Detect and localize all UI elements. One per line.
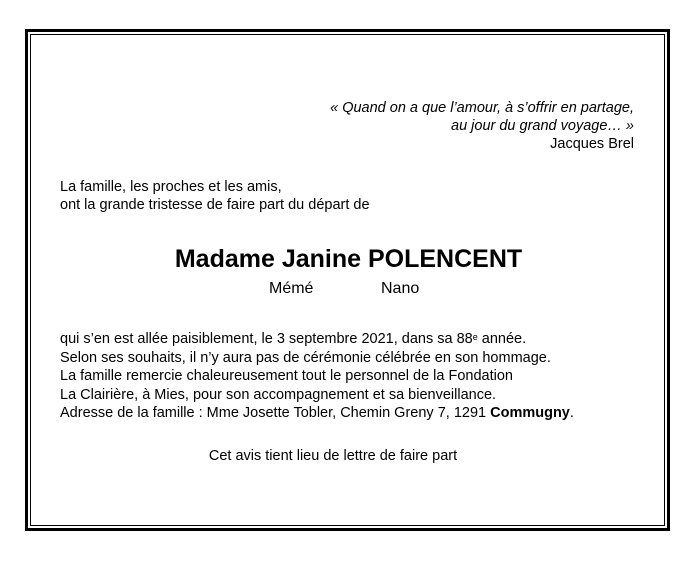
intro-line-1: La famille, les proches et les amis, xyxy=(60,179,282,195)
intro-line-2: ont la grande tristesse de faire part du départ de xyxy=(60,197,370,213)
footer-notice: Cet avis tient lieu de lettre de faire part xyxy=(208,448,458,464)
quote-line-1: « Quand on a que l’amour, à s’offrir en partage, xyxy=(330,100,634,116)
body-line-1-text: qui s’en est allée paisiblement, le 3 septembre 2021, dans sa 88 xyxy=(60,331,473,347)
body-line-1-end: année. xyxy=(477,331,527,347)
announcement-intro xyxy=(60,178,370,214)
body-line-1 xyxy=(60,330,574,349)
quote-author: Jacques Brel xyxy=(550,136,634,152)
obituary-body xyxy=(60,330,574,423)
body-line-3: La famille remercie chaleureusement tout le personnel de la Fondation xyxy=(60,368,513,384)
deceased-name: Madame Janine POLENCENT xyxy=(174,245,523,273)
body-line-5 xyxy=(60,404,574,423)
address-period: . xyxy=(569,405,574,421)
ordinal-superscript: e xyxy=(472,332,478,342)
address-locality: Commugny xyxy=(490,405,570,421)
nickname-2: Nano xyxy=(381,280,420,297)
body-line-2: Selon ses souhaits, il n’y aura pas de cérémonie célébrée en son hommage. xyxy=(60,349,551,366)
nickname-1: Mémé xyxy=(269,280,314,297)
quote-line-2: au jour du grand voyage… » xyxy=(451,118,634,134)
family-address: Adresse de la famille : Mme Josette Tobler, Chemin Greny 7, 1291 xyxy=(60,405,491,421)
body-line-4: La Clairière, à Mies, pour son accompagnement et sa bienveillance. xyxy=(60,386,497,403)
epigraph-quote xyxy=(330,99,634,153)
